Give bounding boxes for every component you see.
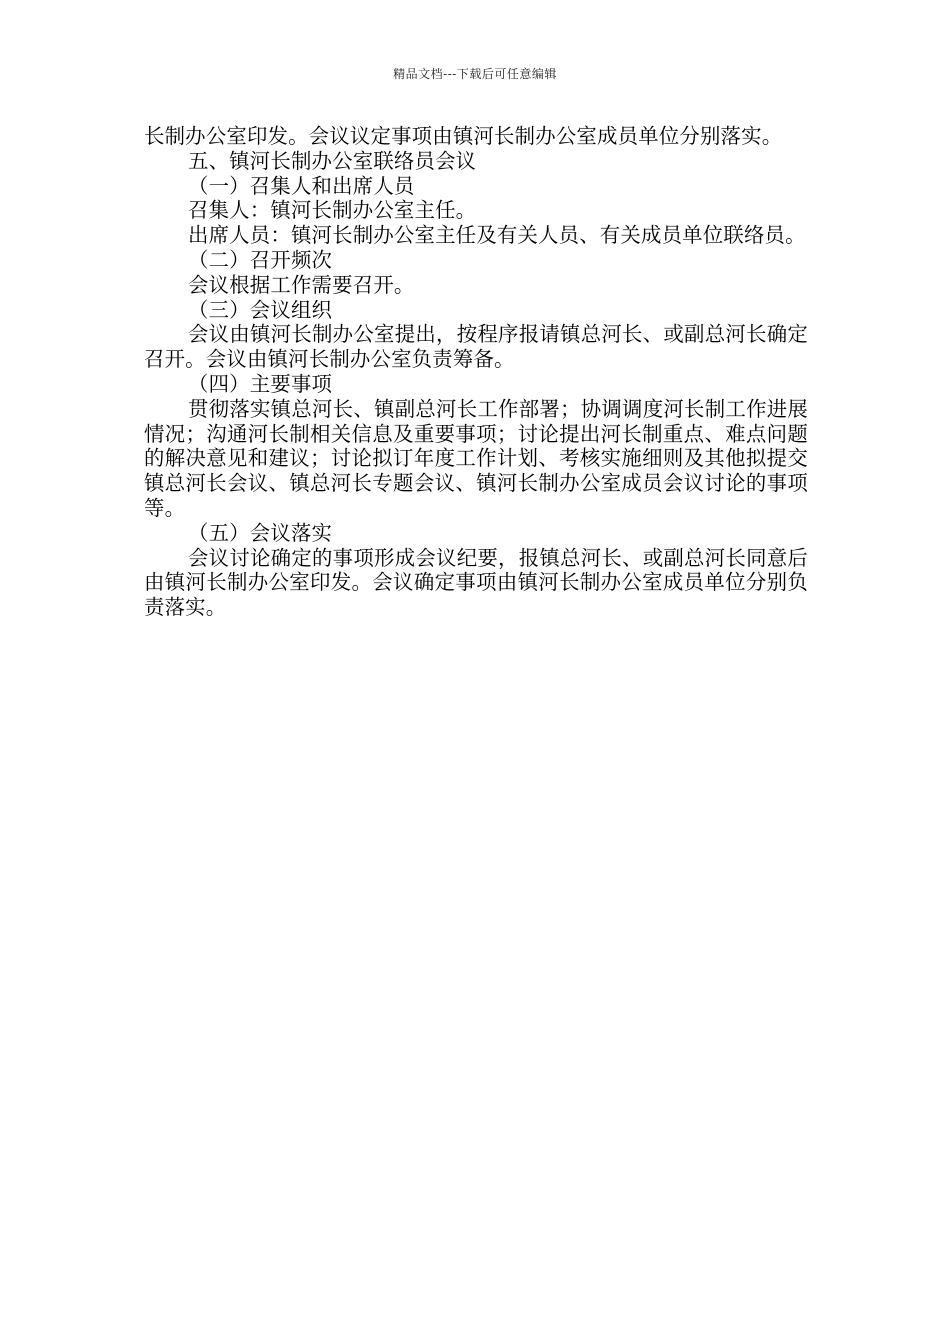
paragraph-continuation: 长制办公室印发。会议议定事项由镇河长制办公室成员单位分别落实。 — [144, 124, 783, 148]
subheading-5: （五）会议落实 — [188, 520, 333, 545]
subheading-1: （一）召集人和出席人员 — [188, 173, 415, 198]
subheading-2: （二）召开频次 — [188, 247, 333, 272]
paragraph-implementation: 会议讨论确定的事项形成会议纪要，报镇总河长、或副总河长同意后由镇河长制办公室印发。会议确定事项由镇河长制办公室成员单位分别负责落实。 — [144, 545, 808, 620]
paragraph-main-matters: 贯彻落实镇总河长、镇副总河长工作部署；协调调度河长制工作进展情况；沟通河长制相关信息及重要事项；讨论提出河长制重点、难点问题的解决意见和建议；讨论拟订年度工作计划、考核实施细则及其他拟提交镇总河长会议、镇总河长专题会议、镇河长制办公室成员会议讨论的事项等。 — [144, 396, 808, 520]
document-body — [144, 124, 808, 620]
paragraph-organization: 会议由镇河长制办公室提出，按程序报请镇总河长、或副总河长确定召开。会议由镇河长制办公室负责筹备。 — [144, 322, 808, 372]
paragraph-attendees: 出席人员：镇河长制办公室主任及有关人员、有关成员单位联络员。 — [188, 223, 806, 248]
paragraph-convener: 召集人：镇河长制办公室主任。 — [188, 198, 477, 223]
subheading-4: （四）主要事项 — [188, 371, 333, 396]
page-header: 精品文档---下载后可任意编辑 — [393, 67, 557, 81]
subheading-3: （三）会议组织 — [188, 297, 333, 322]
section-heading-5: 五、镇河长制办公室联络员会议 — [188, 148, 477, 173]
paragraph-frequency: 会议根据工作需要召开。 — [188, 272, 415, 297]
